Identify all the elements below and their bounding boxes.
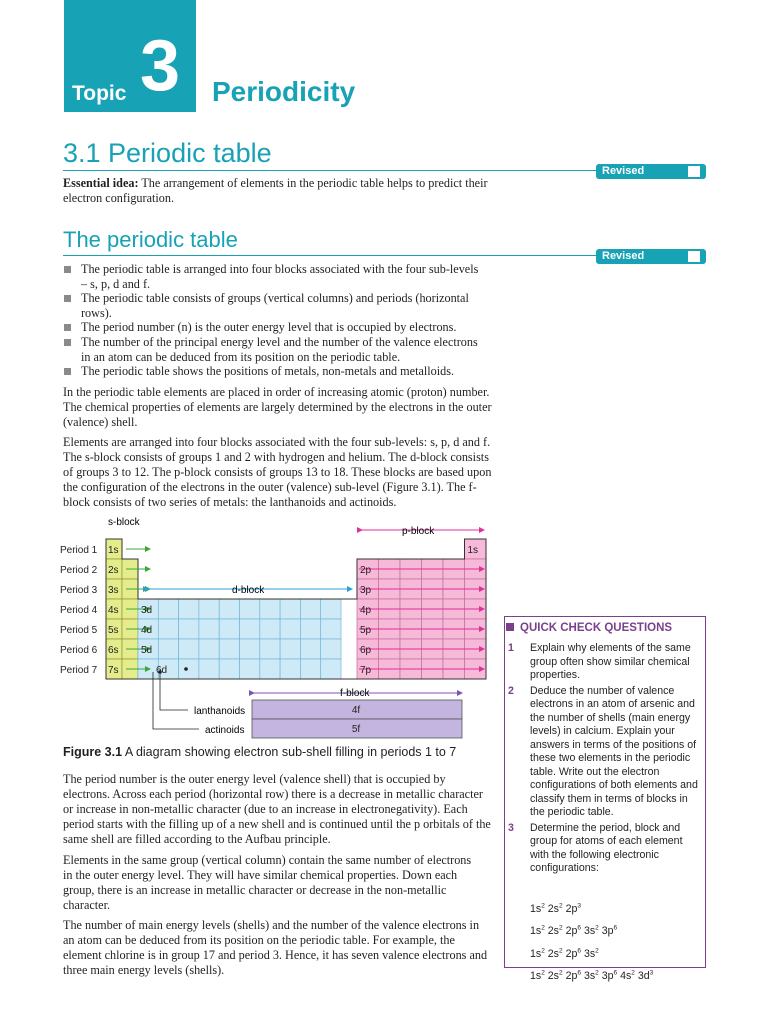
d-cell-label: 3d	[141, 605, 153, 616]
essential-idea	[63, 176, 493, 206]
d-block-cell	[179, 659, 199, 679]
d-block-cell	[260, 659, 280, 679]
d-block-cell	[280, 639, 300, 659]
config-term: $3p^6$	[601, 969, 618, 983]
config-line	[530, 964, 653, 987]
d-block-cell	[321, 619, 341, 639]
revised-label: Revised	[602, 165, 645, 177]
topic-title: Periodicity	[212, 76, 356, 107]
list-item: The periodic table consists of groups (vertical columns) and periods (horizontal rows).	[63, 291, 483, 320]
config-line	[530, 896, 653, 919]
d-block-cell	[300, 599, 320, 619]
essential-idea-label: Essential idea:	[63, 176, 139, 190]
config-term: $2p^6$	[565, 947, 581, 960]
p-cell-label: 4p	[360, 605, 372, 616]
d-block-cell	[219, 659, 239, 679]
electron-configurations	[530, 896, 653, 986]
config-line	[530, 919, 653, 942]
bullet-icon	[64, 266, 71, 273]
d-block-cell	[219, 619, 239, 639]
list-item: The periodic table is arranged into four blocks associated with the four sub-levels – s, p, d and f.	[63, 262, 483, 291]
bullet-icon	[64, 339, 71, 346]
p-cell-label: 5p	[360, 625, 372, 636]
s-cell-label: 2s	[108, 565, 119, 576]
revised-checkbox-2[interactable]	[688, 251, 700, 262]
s-cell-label: 7s	[108, 665, 119, 676]
bullet-icon	[64, 324, 71, 331]
d-cell-label: 6d	[156, 665, 168, 676]
period-label: Period 7	[60, 665, 98, 676]
d-block-cell	[199, 619, 219, 639]
list-item: 1 Explain why elements of the same group often show similar chemical properties.	[508, 642, 691, 681]
config-term: $1s^2$	[530, 924, 545, 938]
section-title: 3.1 Periodic table	[63, 138, 272, 168]
square-icon	[506, 623, 514, 631]
d-block-cell	[179, 599, 199, 619]
quick-check-list	[508, 642, 700, 878]
paragraph: The number of main energy levels (shells) and the number of the valence electrons in an atom can be deduced from its position on the periodic table. For example, the element chlorine is in group 17 and period 3. Hence, it has seven valence electrons and three main energy levels (shells).	[63, 918, 488, 977]
config-term: $2s^2$	[547, 902, 563, 915]
f-block-label: f-block	[340, 688, 370, 699]
s-cell-label: 1s	[108, 545, 119, 556]
f-cell-label: 4f	[351, 705, 361, 716]
leader-dot	[184, 667, 188, 671]
d-block-cell	[179, 619, 199, 639]
d-block-cell	[199, 599, 219, 619]
config-term: $2s^2$	[547, 947, 563, 960]
list-item: The period number (n) is the outer energy level that is occupied by electrons.	[63, 320, 483, 335]
revised-tag[interactable]	[596, 164, 706, 179]
paragraph: Elements are arranged into four blocks associated with the four sub-levels: s, p, d and f. The s-block consists of groups 1 and 2 with hydrogen and helium. The d-block consists of groups 3 to 12. The p-block consists of groups 13 to 18. These blocks are based upon the configuration of the electrons in the outer (valence) sub-level (Figure 3.1). The f-block consists of two series of metals: the lanthanoids and actinoids.	[63, 435, 492, 509]
config-term: $2p^6$	[565, 924, 581, 938]
d-block-cell	[240, 599, 260, 619]
s-cell-label: 3s	[108, 585, 119, 596]
d-block-cell	[300, 659, 320, 679]
list-item: 2 Deduce the number of valence electrons in an atom of arsenic and the number of shells (main energy levels) in calcium. Explain your answers in terms of the positions of these two elements in the periodic table. Write out the electron configurations of both elements and classify them in terms of blocks in the periodic table.	[508, 684, 698, 818]
period-label: Period 6	[60, 645, 98, 656]
period-label: Period 4	[60, 605, 98, 616]
he-cell-label: 1s	[467, 545, 479, 556]
p-block-label: p-block	[402, 526, 435, 537]
config-term: $2p^6$	[565, 969, 581, 983]
config-term: $4s^2$	[620, 969, 635, 983]
config-term: $3s^2$	[583, 969, 599, 983]
caption-label: Figure 3.1	[63, 745, 123, 759]
s-cell-label: 5s	[108, 625, 119, 636]
d-block-cell	[219, 599, 239, 619]
periodic-table-diagram	[56, 512, 496, 742]
d-cell-label: 5d	[141, 645, 153, 656]
list-item: The periodic table shows the positions of metals, non-metals and metalloids.	[63, 364, 483, 379]
bullet-icon	[64, 368, 71, 375]
d-block-cell	[280, 619, 300, 639]
config-line	[530, 941, 653, 964]
s-cell-label: 6s	[108, 645, 119, 656]
revised-label-2: Revised	[602, 250, 645, 262]
d-block-cell	[300, 639, 320, 659]
p-cell-label: 7p	[360, 665, 372, 676]
subsection-title: The periodic table	[63, 227, 238, 252]
period-label: Period 2	[60, 565, 98, 576]
paragraph: In the periodic table elements are placed in order of increasing atomic (proton) number. The chemical properties of elements are largely determined by the electrons in the outer (valence) shell.	[63, 385, 492, 429]
d-block-cell	[321, 599, 341, 619]
lanthanoids-label: lanthanoids	[194, 706, 246, 717]
config-term: $3d^3$	[637, 969, 654, 983]
d-block-cell	[179, 639, 199, 659]
list-item: The number of the principal energy level and the number of the valence electrons in an atom can be deduced from its position on the periodic table.	[63, 335, 483, 364]
config-term: $1s^2$	[530, 902, 545, 915]
key-points-list	[63, 262, 483, 379]
d-block-cell	[280, 599, 300, 619]
topic-word: Topic	[72, 82, 127, 105]
d-block-cell	[280, 659, 300, 679]
topic-number: 3	[140, 26, 181, 106]
essential-idea-text: The arrangement of elements in the periodic table helps to predict their electron configuration.	[63, 176, 488, 205]
p-cell-label: 3p	[360, 585, 372, 596]
d-block-cell	[240, 639, 260, 659]
period-label: Period 5	[60, 625, 98, 636]
f-cell-label: 5f	[351, 724, 361, 735]
d-block-cell	[321, 659, 341, 679]
caption-text: A diagram showing electron sub-shell filling in periods 1 to 7	[122, 745, 457, 759]
d-block-cell	[240, 619, 260, 639]
config-term: $1s^2$	[530, 969, 545, 983]
d-block-cell	[260, 599, 280, 619]
d-block-cell	[260, 619, 280, 639]
config-term: $2s^2$	[547, 969, 563, 983]
config-term: $2p^3$	[565, 902, 581, 915]
bullet-icon	[64, 295, 71, 302]
config-term: $3p^6$	[601, 924, 618, 938]
d-block-cell	[240, 659, 260, 679]
revised-tag-2[interactable]	[596, 249, 706, 264]
config-term: $2s^2$	[547, 924, 563, 938]
d-block-cell	[199, 639, 219, 659]
d-block-cell	[219, 639, 239, 659]
config-term: $3s^2$	[583, 947, 599, 960]
d-block-cell	[158, 639, 178, 659]
d-block-cell	[199, 659, 219, 679]
d-block-cell	[300, 619, 320, 639]
d-block-label: d-block	[232, 585, 265, 596]
paragraph: The period number is the outer energy level (valence shell) that is occupied by electrons. Across each period (horizontal row) there is a decrease in metallic character or increase in non-metallic character (due to an increase in electronegativity). Each period starts with the filling up of a new shell and is continued until the p orbitals of the same shell are filled according to the Aufbau principle.	[63, 772, 491, 846]
list-item: 3 Determine the period, block and group for atoms of each element with the following electronic configurations:	[508, 821, 683, 874]
actinoids-label: actinoids	[205, 725, 245, 736]
s-block-label: s-block	[108, 517, 140, 528]
paragraph: Elements in the same group (vertical column) contain the same number of electrons in the outer energy level. They will have similar chemical properties. Down each group, there is an increase in metallic character or decrease in the non-metallic character.	[63, 853, 472, 912]
d-block-cell	[260, 639, 280, 659]
revised-checkbox[interactable]	[688, 166, 700, 177]
s-cell-label: 4s	[108, 605, 119, 616]
config-term: $3s^2$	[583, 924, 599, 938]
p-cell-label: 2p	[360, 565, 372, 576]
d-block-cell	[158, 599, 178, 619]
config-term: $1s^2$	[530, 947, 545, 960]
d-block-cell	[321, 639, 341, 659]
p-cell-label: 6p	[360, 645, 372, 656]
d-cell-label: 4d	[141, 625, 153, 636]
quick-check-title: QUICK CHECK QUESTIONS	[506, 622, 672, 634]
d-block-cell	[158, 619, 178, 639]
period-label: Period 3	[60, 585, 98, 596]
figure-caption	[63, 745, 456, 759]
period-label: Period 1	[60, 545, 98, 556]
